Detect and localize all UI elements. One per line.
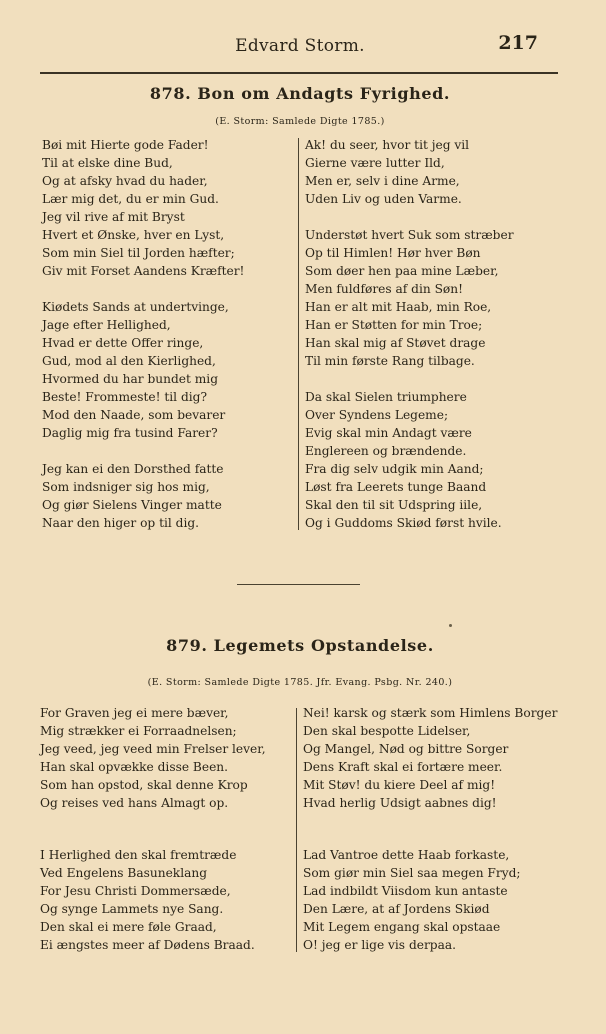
verse-line: Ei ængstes meer af Dødens Braad. xyxy=(40,938,255,952)
column-divider xyxy=(296,708,297,952)
hymn-879-right-column xyxy=(303,704,557,954)
verse-line: Skal den til sit Udspring iile, xyxy=(305,498,483,512)
verse-line: For Jesu Christi Dommersæde, xyxy=(40,884,231,898)
verse-line: Til min første Rang tilbage. xyxy=(305,354,475,368)
verse-line: Dens Kraft skal ei fortære meer. xyxy=(303,760,503,774)
verse-line: Den skal bespotte Lidelser, xyxy=(303,724,471,738)
verse-line: Lad indbildt Viisdom kun antaste xyxy=(303,884,508,898)
verse-line: Lad Vantroe dette Haab forkaste, xyxy=(303,848,510,862)
verse-line: Hvad er dette Offer ringe, xyxy=(42,336,204,350)
hymn-879-source: (E. Storm: Samlede Digte 1785. Jfr. Evang. Psbg. Nr. 240.) xyxy=(147,677,453,688)
hymn-878-source: (E. Storm: Samlede Digte 1785.) xyxy=(215,116,385,127)
verse-line: Som indsniger sig hos mig, xyxy=(42,480,210,494)
verse-line: Nei! karsk og stærk som Himlens Borger xyxy=(303,706,558,720)
header-rule xyxy=(40,72,558,74)
verse-line: Han skal mig af Støvet drage xyxy=(305,336,486,350)
verse-line: Og synge Lammets nye Sang. xyxy=(40,902,224,916)
verse-line: Jeg veed, jeg veed min Frelser lever, xyxy=(40,742,266,756)
verse-line: Ak! du seer, hvor tit jeg vil xyxy=(305,138,470,152)
verse-line: Som han opstod, skal denne Krop xyxy=(40,778,248,792)
verse-line: Han er alt mit Haab, min Roe, xyxy=(305,300,492,314)
verse-line: Over Syndens Legeme; xyxy=(305,408,449,422)
verse-line: Den Lære, at af Jordens Skiød xyxy=(303,902,490,916)
verse-line: Mit Legem engang skal opstaae xyxy=(303,920,501,934)
verse-line: Hvormed du har bundet mig xyxy=(42,372,219,386)
verse-line: Gierne være lutter Ild, xyxy=(305,156,445,170)
verse-line: Men er, selv i dine Arme, xyxy=(305,174,460,188)
verse-line: Da skal Sielen triumphere xyxy=(305,390,467,404)
verse-line: Giv mit Forset Aandens Kræfter! xyxy=(42,264,245,278)
running-head xyxy=(40,30,560,60)
verse-line: Og Mangel, Nød og bittre Sorger xyxy=(303,742,509,756)
hymn-879-title: 879. Legemets Opstandelse. xyxy=(166,636,434,655)
verse-line: Hvad herlig Udsigt aabnes dig! xyxy=(303,796,497,810)
verse-line: Mit Støv! du kiere Deel af mig! xyxy=(303,778,496,792)
stanza xyxy=(42,136,244,280)
stanza xyxy=(305,388,514,532)
verse-line: Understøt hvert Suk som stræber xyxy=(305,228,514,242)
verse-line: Han er Støtten for min Troe; xyxy=(305,318,483,332)
verse-line: Evig skal min Andagt være xyxy=(305,426,472,440)
verse-line: Til at elske dine Bud, xyxy=(42,156,173,170)
hymn-878-title: 878. Bon om Andagts Fyrighed. xyxy=(149,84,451,103)
verse-line: Løst fra Leerets tunge Baand xyxy=(305,480,487,494)
verse-line: Fra dig selv udgik min Aand; xyxy=(305,462,484,476)
verse-line: Som giør min Siel saa megen Fryd; xyxy=(303,866,521,880)
verse-line: Mig strækker ei Forraadnelsen; xyxy=(40,724,237,738)
column-divider xyxy=(298,138,299,530)
verse-line: O! jeg er lige vis derpaa. xyxy=(303,938,456,952)
running-title: Edvard Storm. xyxy=(235,36,365,56)
verse-line: Bøi mit Hierte gode Fader! xyxy=(42,138,209,152)
verse-line: Han skal opvække disse Been. xyxy=(40,760,229,774)
verse-line: Jage efter Hellighed, xyxy=(42,318,171,332)
verse-line: Som min Siel til Jorden hæfter; xyxy=(42,246,235,260)
page-number: 217 xyxy=(498,32,538,54)
verse-line: Men fuldføres af din Søn! xyxy=(305,282,463,296)
hymn-878-left-column xyxy=(42,136,244,532)
stanza xyxy=(40,704,266,812)
verse-line: Uden Liv og uden Varme. xyxy=(305,192,462,206)
verse-line: Naar den higer op til dig. xyxy=(42,516,200,530)
verse-line: Hvert et Ønske, hver en Lyst, xyxy=(42,228,225,242)
stanza xyxy=(42,460,244,532)
verse-line: For Graven jeg ei mere bæver, xyxy=(40,706,229,720)
verse-line: Daglig mig fra tusind Farer? xyxy=(42,426,218,440)
verse-line: Englereen og brændende. xyxy=(305,444,467,458)
verse-line: Som døer hen paa mine Læber, xyxy=(305,264,499,278)
stanza xyxy=(305,226,514,370)
verse-line: Jeg vil rive af mit Bryst xyxy=(42,210,185,224)
verse-line: Og giør Sielens Vinger matte xyxy=(42,498,222,512)
stanza xyxy=(303,704,557,812)
stanza xyxy=(40,846,266,954)
hymn-879-left-column xyxy=(40,704,266,954)
verse-line: Og i Guddoms Skiød først hvile. xyxy=(305,516,502,530)
verse-line: Ved Engelens Basuneklang xyxy=(40,866,208,880)
verse-line: I Herlighed den skal fremtræde xyxy=(40,848,237,862)
verse-line: Op til Himlen! Hør hver Bøn xyxy=(305,246,481,260)
verse-line: Kiødets Sands at undertvinge, xyxy=(42,300,229,314)
verse-line: Beste! Frommeste! til dig? xyxy=(42,390,207,404)
verse-line: Mod den Naade, som bevarer xyxy=(42,408,226,422)
verse-line: Lær mig det, du er min Gud. xyxy=(42,192,219,206)
paper-speck xyxy=(449,624,452,627)
stanza xyxy=(42,298,244,442)
section-divider xyxy=(237,584,360,585)
stanza xyxy=(305,136,514,208)
verse-line: Den skal ei mere føle Graad, xyxy=(40,920,217,934)
verse-line: Jeg kan ei den Dorsthed fatte xyxy=(42,462,224,476)
verse-line: Gud, mod al den Kierlighed, xyxy=(42,354,216,368)
hymn-878-right-column xyxy=(305,136,514,532)
verse-line: Og reises ved hans Almagt op. xyxy=(40,796,229,810)
verse-line: Og at afsky hvad du hader, xyxy=(42,174,208,188)
stanza xyxy=(303,846,557,954)
